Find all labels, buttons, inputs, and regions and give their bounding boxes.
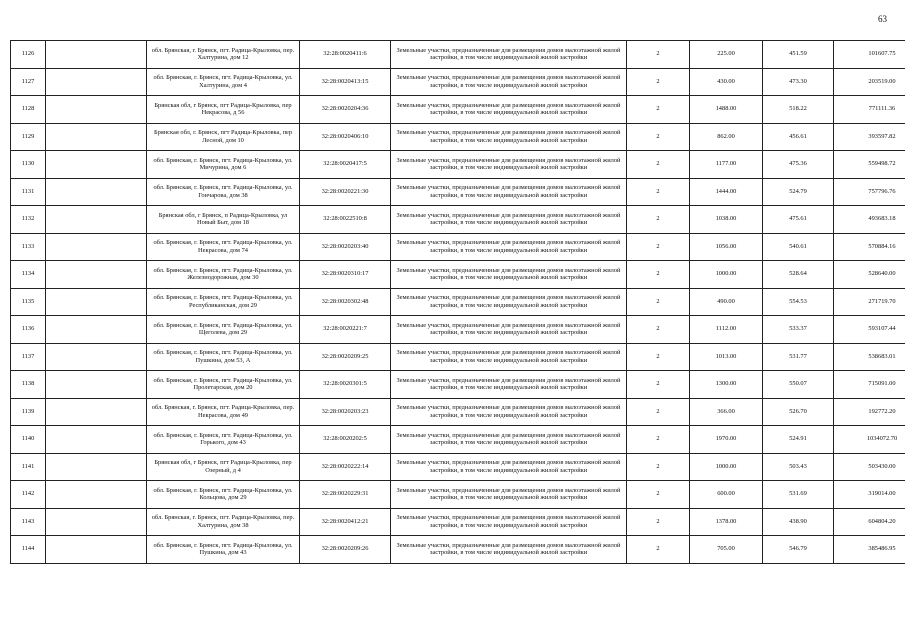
area-cell: 1000.00: [690, 261, 763, 289]
empty-cell: [46, 398, 147, 426]
group-cell: 2: [627, 398, 690, 426]
empty-cell: [46, 178, 147, 206]
table-row: [11, 151, 905, 179]
row-number-cell: 1127: [11, 68, 46, 96]
empty-cell: [46, 453, 147, 481]
empty-cell: [46, 288, 147, 316]
area-cell: 1112.00: [690, 316, 763, 344]
cadastral-number-cell: 32:28:0020203:23: [300, 398, 391, 426]
area-cell: 1177.00: [690, 151, 763, 179]
empty-cell: [46, 68, 147, 96]
table-row: [11, 508, 905, 536]
table-row: [11, 96, 905, 124]
address-cell: обл. Брянская, г. Брянск, пгт. Радица-Крыловка, ул. Республиканская, дом 29: [147, 288, 300, 316]
address-cell: обл. Брянская, г. Брянск, пгт. Радица-Крыловка, ул. Пушкина, дом 43: [147, 536, 300, 564]
cadastral-number-cell: 32:28:0020229:31: [300, 481, 391, 509]
permitted-use-cell: Земельные участки, предназначенные для размещения домов малоэтажной жилой застройки, в том числе индивидуальной жилой застройки: [391, 371, 627, 399]
address-cell: Брянская обл, г Брянск, пгт Радица-Крыловка, пер Некрасова, д 56: [147, 96, 300, 124]
unit-price-cell: 531.69: [763, 481, 834, 509]
cadastral-value-cell: 593107.44: [834, 316, 905, 344]
address-cell: обл. Брянская, г. Брянск, пгт. Радица-Крыловка, ул. Железнодорожная, дом 30: [147, 261, 300, 289]
cadastral-number-cell: 32:28:0020310:17: [300, 261, 391, 289]
permitted-use-cell: Земельные участки, предназначенные для размещения домов малоэтажной жилой застройки, в том числе индивидуальной жилой застройки: [391, 178, 627, 206]
area-cell: 366.00: [690, 398, 763, 426]
unit-price-cell: 475.36: [763, 151, 834, 179]
address-cell: обл. Брянская, г. Брянск, пгт. Радица-Крыловка, ул. Пушкина, дом 53, А: [147, 343, 300, 371]
permitted-use-cell: Земельные участки, предназначенные для размещения домов малоэтажной жилой застройки, в том числе индивидуальной жилой застройки: [391, 96, 627, 124]
address-cell: обл. Брянская, г. Брянск, пгт. Радица-Крыловка, ул. Халтурина, дом 4: [147, 68, 300, 96]
permitted-use-cell: Земельные участки, предназначенные для размещения домов малоэтажной жилой застройки, в том числе индивидуальной жилой застройки: [391, 68, 627, 96]
cadastral-value-cell: 192772.20: [834, 398, 905, 426]
empty-cell: [46, 233, 147, 261]
table-row: [11, 233, 905, 261]
table-row: [11, 41, 905, 69]
group-cell: 2: [627, 233, 690, 261]
group-cell: 2: [627, 41, 690, 69]
address-cell: Брянская обл, г Брянск, пгт Радица-Крыловка, пер Озерный, д 4: [147, 453, 300, 481]
cadastral-value-cell: 559498.72: [834, 151, 905, 179]
unit-price-cell: 526.70: [763, 398, 834, 426]
area-cell: 1488.00: [690, 96, 763, 124]
table-row: [11, 371, 905, 399]
row-number-cell: 1132: [11, 206, 46, 234]
cadastral-value-cell: 271719.70: [834, 288, 905, 316]
empty-cell: [46, 426, 147, 454]
row-number-cell: 1129: [11, 123, 46, 151]
empty-cell: [46, 481, 147, 509]
group-cell: 2: [627, 68, 690, 96]
row-number-cell: 1142: [11, 481, 46, 509]
row-number-cell: 1131: [11, 178, 46, 206]
unit-price-cell: 524.79: [763, 178, 834, 206]
table-row: [11, 426, 905, 454]
unit-price-cell: 531.77: [763, 343, 834, 371]
group-cell: 2: [627, 206, 690, 234]
area-cell: 1444.00: [690, 178, 763, 206]
permitted-use-cell: Земельные участки, предназначенные для размещения домов малоэтажной жилой застройки, в том числе индивидуальной жилой застройки: [391, 453, 627, 481]
empty-cell: [46, 123, 147, 151]
area-cell: 705.00: [690, 536, 763, 564]
page-number: 63: [878, 14, 887, 24]
area-cell: 430.00: [690, 68, 763, 96]
row-number-cell: 1130: [11, 151, 46, 179]
cadastral-number-cell: 32:28:0020202:5: [300, 426, 391, 454]
cadastral-value-cell: 757796.76: [834, 178, 905, 206]
area-cell: 1013.00: [690, 343, 763, 371]
cadastral-value-cell: 203519.00: [834, 68, 905, 96]
permitted-use-cell: Земельные участки, предназначенные для размещения домов малоэтажной жилой застройки, в том числе индивидуальной жилой застройки: [391, 481, 627, 509]
group-cell: 2: [627, 178, 690, 206]
group-cell: 2: [627, 343, 690, 371]
area-cell: 1378.00: [690, 508, 763, 536]
address-cell: обл. Брянская, г. Брянск, пгт. Радица-Крыловка, ул. Пролетарская, дом 20: [147, 371, 300, 399]
cadastral-number-cell: 32:28:0020301:5: [300, 371, 391, 399]
cadastral-number-cell: 32:28:0020417:5: [300, 151, 391, 179]
area-cell: 1000.00: [690, 453, 763, 481]
empty-cell: [46, 536, 147, 564]
address-cell: обл. Брянская, г. Брянск, пгт. Радица-Крыловка, ул. Мичурина, дом 6: [147, 151, 300, 179]
cadastral-value-cell: 503430.00: [834, 453, 905, 481]
unit-price-cell: 528.64: [763, 261, 834, 289]
address-cell: обл. Брянская, г. Брянск, пгт. Радица-Крыловка, ул. Некрасова, дом 74: [147, 233, 300, 261]
row-number-cell: 1133: [11, 233, 46, 261]
permitted-use-cell: Земельные участки, предназначенные для размещения домов малоэтажной жилой застройки, в том числе индивидуальной жилой застройки: [391, 123, 627, 151]
table-row: [11, 288, 905, 316]
group-cell: 2: [627, 426, 690, 454]
area-cell: 1038.00: [690, 206, 763, 234]
address-cell: обл. Брянская, г. Брянск, пгт. Радица-Крыловка, ул. Горького, дом 43: [147, 426, 300, 454]
address-cell: обл. Брянская, г. Брянск, пгт. Радица-Крыловка, ул. Щеголева, дом 29: [147, 316, 300, 344]
unit-price-cell: 524.91: [763, 426, 834, 454]
cadastral-value-cell: 528640.00: [834, 261, 905, 289]
row-number-cell: 1136: [11, 316, 46, 344]
cadastral-number-cell: 32:28:0020221:7: [300, 316, 391, 344]
table-body: [11, 41, 905, 564]
permitted-use-cell: Земельные участки, предназначенные для размещения домов малоэтажной жилой застройки, в том числе индивидуальной жилой застройки: [391, 261, 627, 289]
unit-price-cell: 518.22: [763, 96, 834, 124]
area-cell: 1056.00: [690, 233, 763, 261]
permitted-use-cell: Земельные участки, предназначенные для размещения домов малоэтажной жилой застройки, в том числе индивидуальной жилой застройки: [391, 398, 627, 426]
table-row: [11, 68, 905, 96]
cadastral-value-cell: 393597.82: [834, 123, 905, 151]
unit-price-cell: 554.53: [763, 288, 834, 316]
permitted-use-cell: Земельные участки, предназначенные для размещения домов малоэтажной жилой застройки, в том числе индивидуальной жилой застройки: [391, 288, 627, 316]
row-number-cell: 1140: [11, 426, 46, 454]
address-cell: Брянская обл, г Брянск, п Радица-Крыловка, ул Новый Быт, дом 18: [147, 206, 300, 234]
cadastral-number-cell: 32:28:0020203:40: [300, 233, 391, 261]
row-number-cell: 1139: [11, 398, 46, 426]
empty-cell: [46, 96, 147, 124]
area-cell: 1970.00: [690, 426, 763, 454]
group-cell: 2: [627, 123, 690, 151]
empty-cell: [46, 371, 147, 399]
group-cell: 2: [627, 371, 690, 399]
table-row: [11, 481, 905, 509]
unit-price-cell: 550.07: [763, 371, 834, 399]
permitted-use-cell: Земельные участки, предназначенные для размещения домов малоэтажной жилой застройки, в том числе индивидуальной жилой застройки: [391, 41, 627, 69]
permitted-use-cell: Земельные участки, предназначенные для размещения домов малоэтажной жилой застройки, в том числе индивидуальной жилой застройки: [391, 316, 627, 344]
table-row: [11, 206, 905, 234]
cadastral-number-cell: 32:28:0020302:48: [300, 288, 391, 316]
table-row: [11, 453, 905, 481]
row-number-cell: 1138: [11, 371, 46, 399]
row-number-cell: 1143: [11, 508, 46, 536]
table-row: [11, 123, 905, 151]
group-cell: 2: [627, 261, 690, 289]
cadastral-value-cell: 493683.18: [834, 206, 905, 234]
area-cell: 1300.00: [690, 371, 763, 399]
area-cell: 600.00: [690, 481, 763, 509]
empty-cell: [46, 41, 147, 69]
cadastral-number-cell: 32:28:0020412:21: [300, 508, 391, 536]
unit-price-cell: 451.59: [763, 41, 834, 69]
empty-cell: [46, 316, 147, 344]
cadastral-number-cell: 32:28:0020209:26: [300, 536, 391, 564]
group-cell: 2: [627, 151, 690, 179]
cadastral-value-cell: 101607.75: [834, 41, 905, 69]
cadastral-number-cell: 32:28:0020411:6: [300, 41, 391, 69]
permitted-use-cell: Земельные участки, предназначенные для размещения домов малоэтажной жилой застройки, в том числе индивидуальной жилой застройки: [391, 206, 627, 234]
row-number-cell: 1135: [11, 288, 46, 316]
cadastral-number-cell: 32:28:0022510:8: [300, 206, 391, 234]
unit-price-cell: 503.43: [763, 453, 834, 481]
empty-cell: [46, 206, 147, 234]
row-number-cell: 1137: [11, 343, 46, 371]
unit-price-cell: 473.30: [763, 68, 834, 96]
group-cell: 2: [627, 96, 690, 124]
row-number-cell: 1134: [11, 261, 46, 289]
group-cell: 2: [627, 481, 690, 509]
unit-price-cell: 546.79: [763, 536, 834, 564]
table-row: [11, 343, 905, 371]
address-cell: обл. Брянская, г. Брянск, пгт. Радица-Крыловка, пер. Халтурина, дом 12: [147, 41, 300, 69]
cadastral-number-cell: 32:28:0020209:25: [300, 343, 391, 371]
table-row: [11, 398, 905, 426]
row-number-cell: 1126: [11, 41, 46, 69]
permitted-use-cell: Земельные участки, предназначенные для размещения домов малоэтажной жилой застройки, в том числе индивидуальной жилой застройки: [391, 151, 627, 179]
permitted-use-cell: Земельные участки, предназначенные для размещения домов малоэтажной жилой застройки, в том числе индивидуальной жилой застройки: [391, 536, 627, 564]
cadastral-value-cell: 385486.95: [834, 536, 905, 564]
group-cell: 2: [627, 316, 690, 344]
cadastral-value-cell: 771111.36: [834, 96, 905, 124]
cadastral-number-cell: 32:28:0020406:10: [300, 123, 391, 151]
cadastral-value-cell: 715091.00: [834, 371, 905, 399]
row-number-cell: 1144: [11, 536, 46, 564]
group-cell: 2: [627, 453, 690, 481]
empty-cell: [46, 508, 147, 536]
unit-price-cell: 540.61: [763, 233, 834, 261]
row-number-cell: 1128: [11, 96, 46, 124]
cadastral-value-cell: 604804.20: [834, 508, 905, 536]
address-cell: обл. Брянская, г. Брянск, пгт. Радица-Крыловка, пер. Халтурина, дом 38: [147, 508, 300, 536]
address-cell: обл. Брянская, г. Брянск, пгт. Радица-Крыловка, пер. Некрасова, дом 49: [147, 398, 300, 426]
group-cell: 2: [627, 536, 690, 564]
permitted-use-cell: Земельные участки, предназначенные для размещения домов малоэтажной жилой застройки, в том числе индивидуальной жилой застройки: [391, 343, 627, 371]
cadastral-value-cell: 319014.00: [834, 481, 905, 509]
row-number-cell: 1141: [11, 453, 46, 481]
empty-cell: [46, 261, 147, 289]
table-row: [11, 536, 905, 564]
address-cell: обл. Брянская, г. Брянск, пгт. Радица-Крыловка, ул. Гончарова, дом 38: [147, 178, 300, 206]
unit-price-cell: 533.37: [763, 316, 834, 344]
cadastral-number-cell: 32:28:0020413:15: [300, 68, 391, 96]
table-row: [11, 261, 905, 289]
cadastral-number-cell: 32:28:0020221:30: [300, 178, 391, 206]
land-plot-table: [10, 40, 905, 564]
area-cell: 490.00: [690, 288, 763, 316]
unit-price-cell: 456.61: [763, 123, 834, 151]
unit-price-cell: 438.90: [763, 508, 834, 536]
area-cell: 862.00: [690, 123, 763, 151]
unit-price-cell: 475.61: [763, 206, 834, 234]
empty-cell: [46, 343, 147, 371]
cadastral-value-cell: 538683.01: [834, 343, 905, 371]
table-row: [11, 316, 905, 344]
permitted-use-cell: Земельные участки, предназначенные для размещения домов малоэтажной жилой застройки, в том числе индивидуальной жилой застройки: [391, 233, 627, 261]
address-cell: Брянская обл, г. Брянск, пгт Радица-Крыловка, пер Лесной, дом 10: [147, 123, 300, 151]
cadastral-value-cell: 1034072.70: [834, 426, 905, 454]
group-cell: 2: [627, 288, 690, 316]
area-cell: 225.00: [690, 41, 763, 69]
permitted-use-cell: Земельные участки, предназначенные для размещения домов малоэтажной жилой застройки, в том числе индивидуальной жилой застройки: [391, 426, 627, 454]
empty-cell: [46, 151, 147, 179]
permitted-use-cell: Земельные участки, предназначенные для размещения домов малоэтажной жилой застройки, в том числе индивидуальной жилой застройки: [391, 508, 627, 536]
address-cell: обл. Брянская, г. Брянск, пгт. Радица-Крыловка, ул. Кольцова, дом 29: [147, 481, 300, 509]
cadastral-number-cell: 32:28:0020204:36: [300, 96, 391, 124]
table-row: [11, 178, 905, 206]
cadastral-number-cell: 32:28:0020222:14: [300, 453, 391, 481]
cadastral-value-cell: 570884.16: [834, 233, 905, 261]
group-cell: 2: [627, 508, 690, 536]
